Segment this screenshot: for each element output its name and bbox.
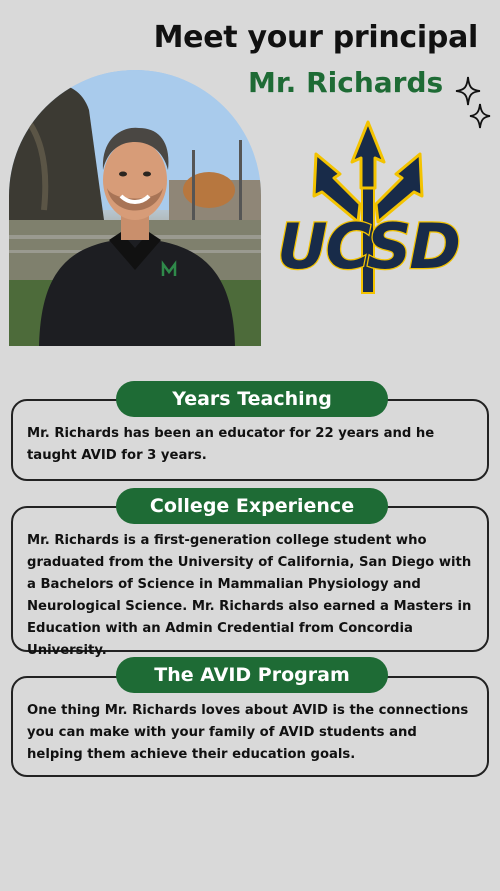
college-experience-text: Mr. Richards is a first-generation college student who graduated from the University of California, San Diego with a Bachelors of Science in Mammalian Physiology and Neurological Science. Mr. Richards also earned a Masters in Education with an Admin Credential from Concordia University. — [27, 533, 472, 658]
ucsd-logo — [262, 118, 474, 296]
years-teaching-text: Mr. Richards has been an educator for 22 years and he taught AVID for 3 years. — [27, 426, 435, 463]
principal-photo — [9, 70, 261, 346]
ucsd-wordmark: UCSD — [277, 210, 459, 283]
sparkle-icon — [455, 76, 481, 106]
avid-program-heading: The AVID Program — [116, 657, 388, 693]
college-experience-heading: College Experience — [116, 488, 388, 524]
avid-program-text: One thing Mr. Richards loves about AVID is the connections you can make with your family of AVID students and helping them achieve their education goals. — [27, 703, 469, 762]
college-experience-card — [11, 506, 489, 658]
years-teaching-heading: Years Teaching — [116, 381, 388, 417]
principal-name: Mr. Richards — [248, 66, 444, 99]
principal-portrait-illustration — [9, 70, 261, 346]
page-title: Meet your principal — [153, 20, 478, 55]
